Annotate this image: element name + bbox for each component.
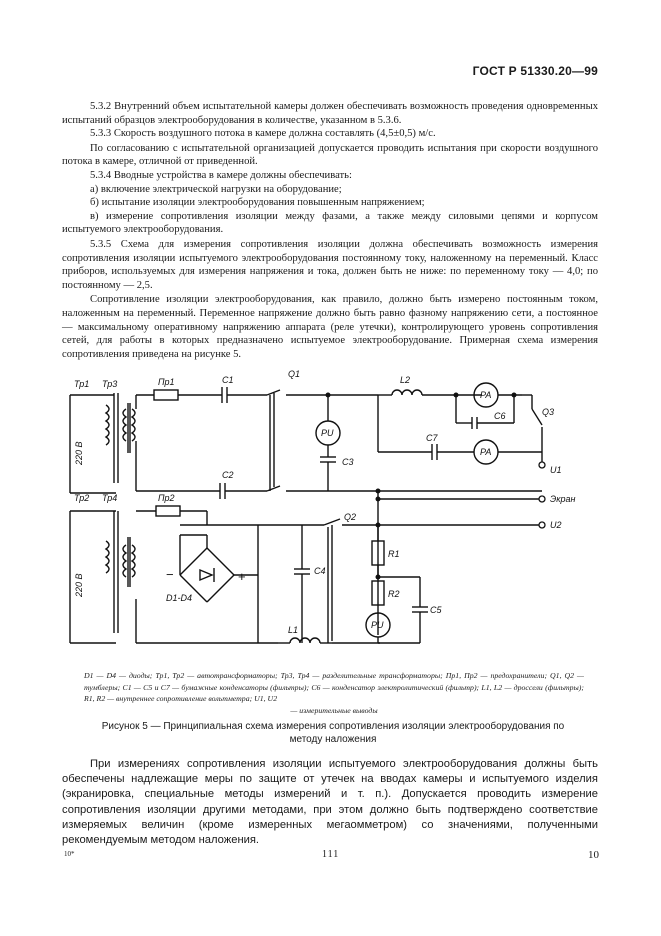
label-q3: Q3	[542, 407, 555, 417]
label-l1: L1	[288, 625, 299, 635]
figure-legend	[84, 670, 584, 716]
label-tp3: Тр3	[102, 379, 118, 389]
paragraph-5-3-2: 5.3.2 Внутренний объем испытательной камеры должен обеспечивать возможность проведения одновременных испытаний образцов электрооборудования в количестве, указанном в 5.3.6.	[62, 101, 598, 126]
legend-text: D1 — D4 — диоды; Тр1, Тр2 — автотрансформаторы; Тр3, Тр4 — разделительные трансформаторы; Пр1, Пр2 — предохранители; Q1, Q2 — тумблеры; C1 — C5 и C7 — бумажные конденсаторы (фильтры); C6 — конденсатор электролитический (фильтр); L1, L2 — дроссели (фильтры); R1, R2 — внутреннее сопротивление вольтметра; U1, U2	[84, 671, 584, 704]
label-u2: U2	[550, 520, 562, 530]
standard-header: ГОСТ Р 51330.20—99	[472, 64, 598, 78]
paragraph-leakage: При измерениях сопротивления изоляции испытуемого электрооборудования должны быть обеспечены надлежащие меры по защите от утечек на вводах камеры и испытуемого изделия (экранировка, специальные методы измерений и т. п.). Допускается проводить измерение сопротивления изоляции другими методами, при этом должно быть подтверждено соответствие измеряемых величин (кроме измеренных мегаомметром) со значениями, полученными рекомендуемым методом наложения.	[62, 758, 598, 847]
label-q2: Q2	[344, 512, 357, 522]
label-d1d4: D1-D4	[166, 593, 193, 603]
label-c5: C5	[430, 605, 442, 615]
label-q1: Q1	[288, 369, 301, 379]
label-c2: C2	[222, 470, 234, 480]
list-item-a: а) включение электрической нагрузки на оборудование;	[90, 183, 342, 195]
label-tp1: Тр1	[74, 379, 90, 389]
label-pa1: PA	[480, 390, 492, 400]
paragraph-insulation: Сопротивление изоляции электрооборудования, как правило, должно быть измерено постоянным током, наложенным на переменный. Переменное напряжение должно быть равно фазному напряжению сети, а постоянное — максимальному оперативному напряжению аппарата (реле утечки), контролирующего уровень сопротивления сетей, для работы в которых предназначено испытуемое электрооборудование. Примерная схема измерения сопротивления приведена на рисунке 5.	[62, 294, 598, 360]
paragraph-agreement: По согласованию с испытательной организацией допускается проводить испытания при скорости воздушного потока в камере, отличной от приведенной.	[62, 142, 598, 168]
list-item-v: в) измерение сопротивления изоляции между фазами, а также между силовыми цепями и корпусом испытуемого электрооборудования.	[62, 210, 598, 236]
main-text	[62, 100, 598, 361]
page-number: 10	[588, 849, 599, 861]
label-pa2: PA	[480, 447, 492, 457]
list-item-b: б) испытание изоляции электрооборудования повышенным напряжением;	[90, 197, 425, 209]
circuit-diagram	[62, 365, 602, 665]
label-220v-top: 220 В	[74, 441, 84, 465]
label-pr1: Пр1	[158, 377, 175, 387]
label-tp4: Тр4	[102, 493, 118, 503]
label-c1: C1	[222, 375, 234, 385]
label-tp2: Тр2	[74, 493, 90, 503]
paragraph-5-3-4: 5.3.4 Вводные устройства в камере должны обеспечивать:	[90, 169, 352, 181]
label-r2: R2	[388, 589, 400, 599]
footer-center: 111	[322, 849, 340, 860]
closing-text	[62, 757, 598, 848]
label-c7: C7	[426, 433, 438, 443]
label-l2: L2	[400, 375, 411, 385]
label-u1: U1	[550, 465, 562, 475]
legend-text-end: — измерительные выводы	[290, 705, 378, 715]
paragraph-5-3-5: 5.3.5 Схема для измерения сопротивления изоляции должна обеспечивать возможность измерения сопротивления изоляции испытуемого электрооборудования постоянному току, наложенному на переменный. Класс приборов, используемых для измерения напряжения и тока, должен быть не ниже: по переменному току — 4,0; по постоянному — 2,5.	[62, 238, 598, 291]
label-220v-bottom: 220 В	[74, 573, 84, 597]
label-c6: C6	[494, 411, 506, 421]
paragraph-5-3-3: 5.3.3 Скорость воздушного потока в камере должна составлять (4,5±0,5) м/с.	[90, 128, 436, 140]
figure-caption: Рисунок 5 — Принципиальная схема измерения сопротивления изоляции электрооборудования по методу наложения	[101, 721, 565, 745]
label-pr2: Пр2	[158, 493, 175, 503]
label-c3: C3	[342, 457, 354, 467]
label-pu1: PU	[321, 428, 334, 438]
label-minus: −	[166, 567, 174, 582]
label-c4: C4	[314, 566, 326, 576]
footer-left: 10*	[64, 850, 75, 858]
label-r1: R1	[388, 549, 400, 559]
label-ekran: Экран	[550, 494, 576, 504]
label-pu2: PU	[371, 620, 384, 630]
label-plus: +	[238, 569, 246, 584]
